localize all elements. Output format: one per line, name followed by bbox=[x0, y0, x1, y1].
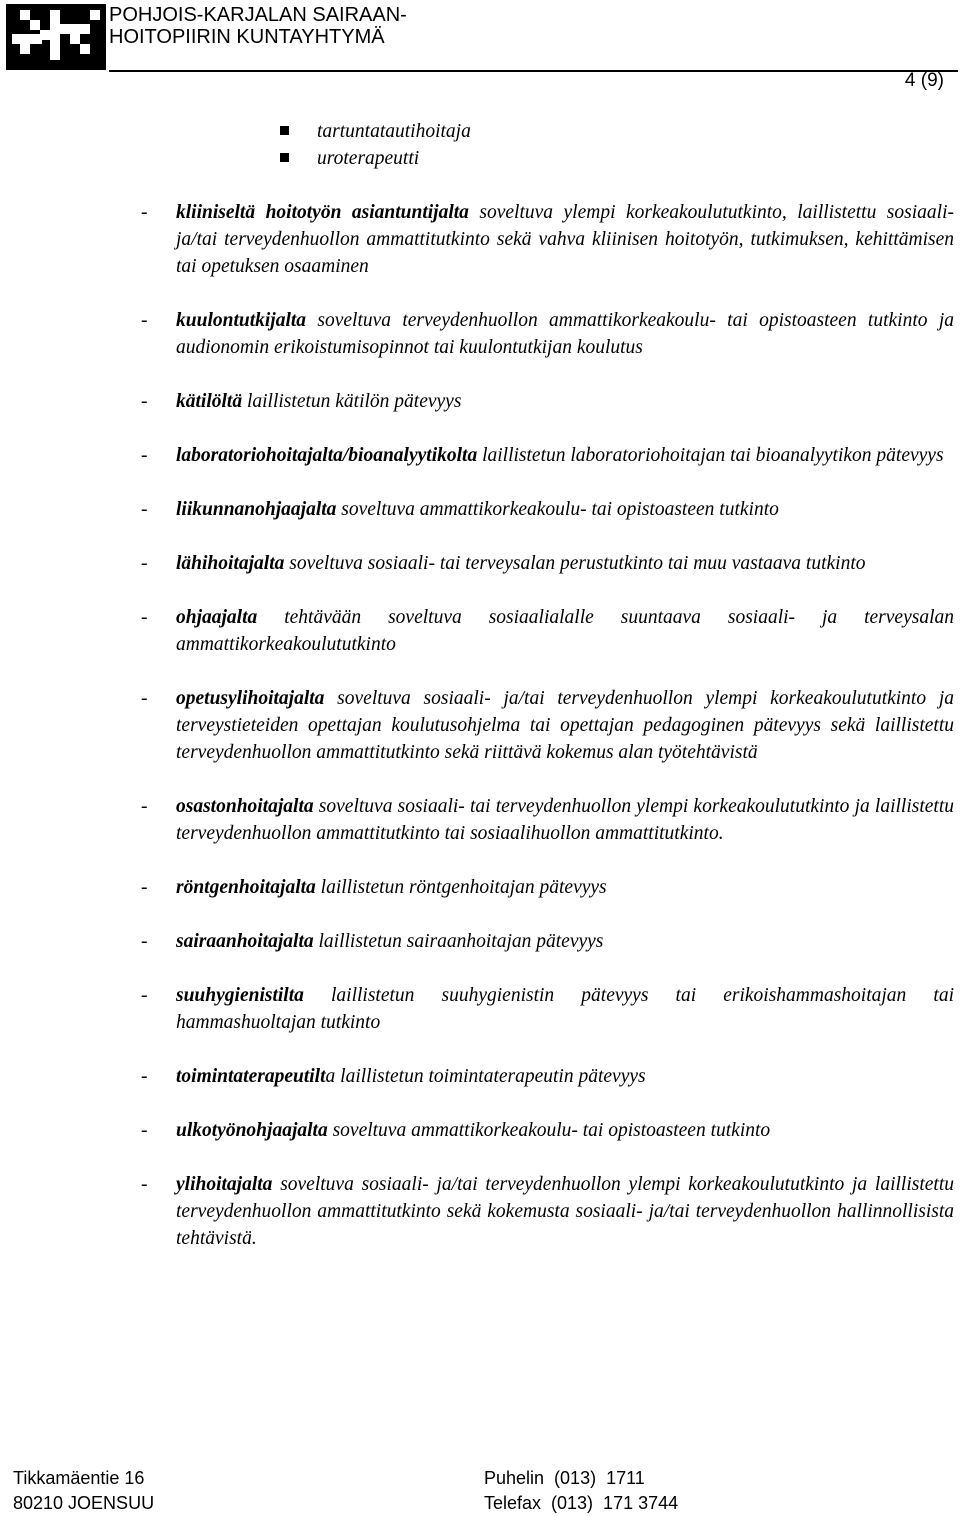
qualification-entry: - ohjaajalta tehtävään soveltuva sosiaalialalle suuntaava sosiaali- ja terveysalan ammattikorkeakoulututkinto bbox=[141, 607, 954, 655]
qualification-entry: - lähihoitajalta soveltuva sosiaali- tai terveysalan perustutkinto tai muu vastaava tutkinto bbox=[141, 553, 866, 574]
qualification-entry: - kätilöltä laillistetun kätilön pätevyys bbox=[141, 391, 462, 412]
qualification-entry: - kuulontutkijalta soveltuva terveydenhuollon ammattikorkeakoulu- tai opistoasteen tutkinto ja audionomin erikoistumisopinnot tai kuulontutkijan koulutus bbox=[141, 310, 954, 358]
list-item: tartuntatautihoitaja bbox=[0, 118, 960, 145]
footer-postal: 80210 JOENSUU bbox=[13, 1493, 155, 1513]
list-item: uroterapeutti bbox=[0, 145, 960, 172]
document-body bbox=[0, 118, 960, 1279]
qualification-entry: - liikunnanohjaajalta soveltuva ammattikorkeakoulu- tai opistoasteen tutkinto bbox=[141, 499, 779, 520]
footer-street: Tikkamäentie 16 bbox=[13, 1468, 145, 1488]
qualification-entry: - kliiniseltä hoitotyön asiantuntijalta soveltuva ylempi korkeakoulututkinto, laillistettu sosiaali- ja/tai terveydenhuollon ammattitutkinto sekä vahva kliinisen hoitotyön, tutkimuksen, kehittämisen tai opetuksen osaaminen bbox=[141, 202, 954, 277]
square-bullet-icon bbox=[280, 153, 289, 162]
org-line-2: HOITOPIIRIN KUNTAYHTYMÄ bbox=[109, 26, 385, 48]
organization-name bbox=[109, 4, 407, 48]
qualification-entry: - toimintaterapeutilta laillistetun toimintaterapeutin pätevyys bbox=[141, 1066, 646, 1087]
qualification-entry: - röntgenhoitajalta laillistetun röntgenhoitajan pätevyys bbox=[141, 877, 607, 898]
qualification-entry: - osastonhoitajalta soveltuva sosiaali- tai terveydenhuollon ylempi korkeakoulututkinto ja laillistettu terveydenhuollon ammattitutkinto tai sosiaalihuollon ammattitutkinto. bbox=[141, 796, 954, 844]
square-bullet-icon bbox=[280, 126, 289, 135]
district-logo-icon bbox=[6, 4, 106, 70]
qualification-entry: - suuhygienistilta laillistetun suuhygienistin pätevyys tai erikoishammashoitajan tai hammashuoltajan tutkinto bbox=[141, 985, 954, 1033]
footer-contact bbox=[484, 1466, 678, 1516]
qualification-entry: - ulkotyönohjaajalta soveltuva ammattikorkeakoulu- tai opistoasteen tutkinto bbox=[141, 1120, 771, 1141]
page-number: 4 (9) bbox=[904, 70, 944, 91]
qualification-entry: - opetusylihoitajalta soveltuva sosiaali- ja/tai terveydenhuollon ylempi korkeakoulututkinto ja terveystieteiden opettajan koulutusohjelma tai opettajan pedagoginen pätevyys sekä laillistettu terveydenhuollon ammattitutkinto sekä riittävä kokemus alan työtehtävistä bbox=[141, 688, 954, 763]
qualification-entry: - sairaanhoitajalta laillistetun sairaanhoitajan pätevyys bbox=[141, 931, 604, 952]
footer-fax: Telefax (013) 171 3744 bbox=[484, 1493, 679, 1513]
qualification-entry: - ylihoitajalta soveltuva sosiaali- ja/tai terveydenhuollon ylempi korkeakoulututkinto ja laillistettu terveydenhuollon ammattitutkinto sekä kokemusta sosiaali- ja/tai terveydenhuollon hallinnollisista tehtävistä. bbox=[141, 1174, 954, 1249]
qualification-entry: - laboratoriohoitajalta/bioanalyytikolta laillistetun laboratoriohoitajan tai bioanalyytikon pätevyys bbox=[141, 445, 944, 466]
footer-address bbox=[13, 1466, 154, 1516]
header-divider bbox=[109, 70, 958, 72]
footer-phone: Puhelin (013) 1711 bbox=[484, 1468, 645, 1488]
org-line-1: POHJOIS-KARJALAN SAIRAAN- bbox=[109, 4, 407, 26]
